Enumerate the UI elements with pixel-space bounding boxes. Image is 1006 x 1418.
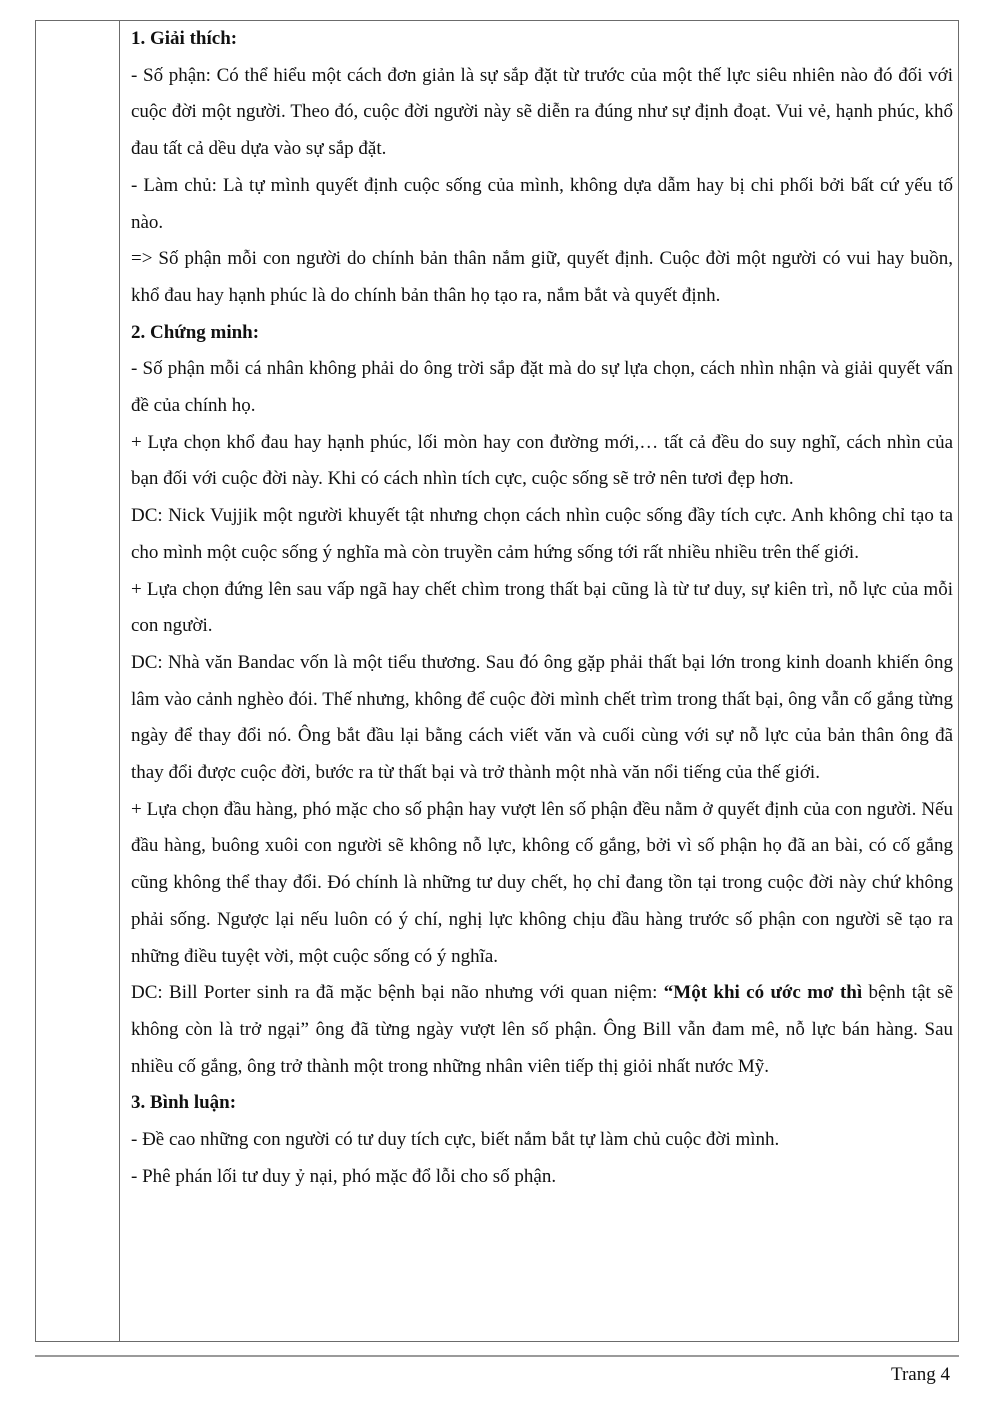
section-heading-explanation: 1. Giải thích:: [131, 28, 238, 49]
example-bill-porter-quote: “Một khi có ước mơ thì: [663, 982, 863, 1004]
paragraph-criticism: - Phê phán lối tư duy ỷ nại, phó mặc đổ lỗi cho số phận.: [131, 1165, 557, 1187]
paragraph-example-balzac: DC: Nhà văn Bandac vốn là một tiểu thương. Sau đó ông gặp phải thất bại lớn trong kinh doanh khiến ông lâm vào cảnh nghèo đói. Thế nhưng, không để cuộc đời mình chết trìm trong thất bại, ông vẫn cố gắng từng ngày để thay đổi nó. Ông bắt đầu lại bằng cách viết văn và cuối cùng với sự nỗ lực của bản thân ông đã thay đổi được cuộc đời, bước ra từ thất bại và trở thành một nhà văn nổi tiếng của thế giới.: [131, 651, 953, 784]
column-divider: [119, 21, 120, 1341]
example-bill-porter-text-end: bệnh tật sẽ không còn là trở ngại” ông đã từng ngày vượt lên số phận. Ông Bill vẫn đam mê, nỗ lực bán hàng. Sau nhiều cố gắng, ông trở thành một trong những nhân viên tiếp thị giỏi nhất nước Mỹ.: [131, 982, 953, 1077]
paragraph-definition-fate: - Số phận: Có thể hiểu một cách đơn giản là sự sắp đặt từ trước của một thế lực siêu nhiên nào đó đối với cuộc đời một người. Theo đó, cuộc đời người này sẽ diễn ra đúng như sự định đoạt. Vui vẻ, hạnh phúc, khổ đau tất cả dều dựa vào sự sắp đặt.: [131, 64, 953, 160]
section-heading-proof: 2. Chứng minh:: [131, 321, 260, 343]
answer-content-cell: [131, 21, 953, 1196]
paragraph-definition-mastery: - Làm chủ: Là tự mình quyết định cuộc sống của mình, không dựa dẫm hay bị chi phối bởi bất cứ yếu tố nào.: [131, 174, 953, 233]
paragraph-example-bill-porter: [131, 975, 953, 1085]
paragraph-choice-outlook: + Lựa chọn khổ đau hay hạnh phúc, lối mòn hay con đường mới,… tất cả đều do suy nghĩ, cách nhìn của bạn đối với cuộc đời này. Khi có cách nhìn tích cực, cuộc sống sẽ trở nên tươi đẹp hơn.: [131, 431, 953, 490]
footer-divider: [35, 1355, 959, 1357]
section-heading-commentary: 3. Bình luận:: [131, 1092, 237, 1114]
example-bill-porter-text-start: DC: Bill Porter sinh ra đã mặc bệnh bại não nhưng với quan niệm:: [131, 982, 664, 1004]
paragraph-conclusion: => Số phận mỗi con người do chính bản thân nắm giữ, quyết định. Cuộc đời một người có vui hay buồn, khổ đau hay hạnh phúc là do chính bản thân họ tạo ra, nắm bắt và quyết định.: [131, 248, 953, 306]
paragraph-example-nick-vujicic: DC: Nick Vujjik một người khuyết tật nhưng chọn cách nhìn cuộc sống đầy tích cực. Anh không chỉ tạo ta cho mình một cuộc sống ý nghĩa mà còn truyền cảm hứng sống tới rất nhiều nhiều trên thế giới.: [131, 505, 953, 563]
paragraph-choice-surrender-or-overcome: + Lựa chọn đầu hàng, phó mặc cho số phận hay vượt lên số phận đều nằm ở quyết định của con người. Nếu đầu hàng, buông xuôi con người sẽ không nỗ lực, không cố gắng, bởi vì số phận họ đã an bài, có cố gắng cũng không thể thay đổi. Đó chính là những tư duy chết, họ chỉ đang tồn tại trong cuộc đời này chứ không phải sống. Ngược lại nếu luôn có ý chí, nghị lực không chịu đầu hàng trước số phận con người sẽ tạo ra những điều tuyệt vời, một cuộc sống có ý nghĩa.: [131, 798, 953, 967]
page-number: Trang 4: [891, 1364, 950, 1385]
paragraph-choice-rise-after-failure: + Lựa chọn đứng lên sau vấp ngã hay chết chìm trong thất bại cũng là từ tư duy, sự kiên trì, nỗ lực của mỗi con người.: [131, 578, 953, 637]
paragraph-praise: - Đề cao những con người có tư duy tích cực, biết nắm bắt tự làm chủ cuộc đời mình.: [131, 1129, 780, 1151]
paragraph-proof-intro: - Số phận mỗi cá nhân không phải do ông trời sắp đặt mà do sự lựa chọn, cách nhìn nhận và giải quyết vấn đề của chính họ.: [131, 358, 953, 417]
document-table: [35, 20, 959, 1342]
